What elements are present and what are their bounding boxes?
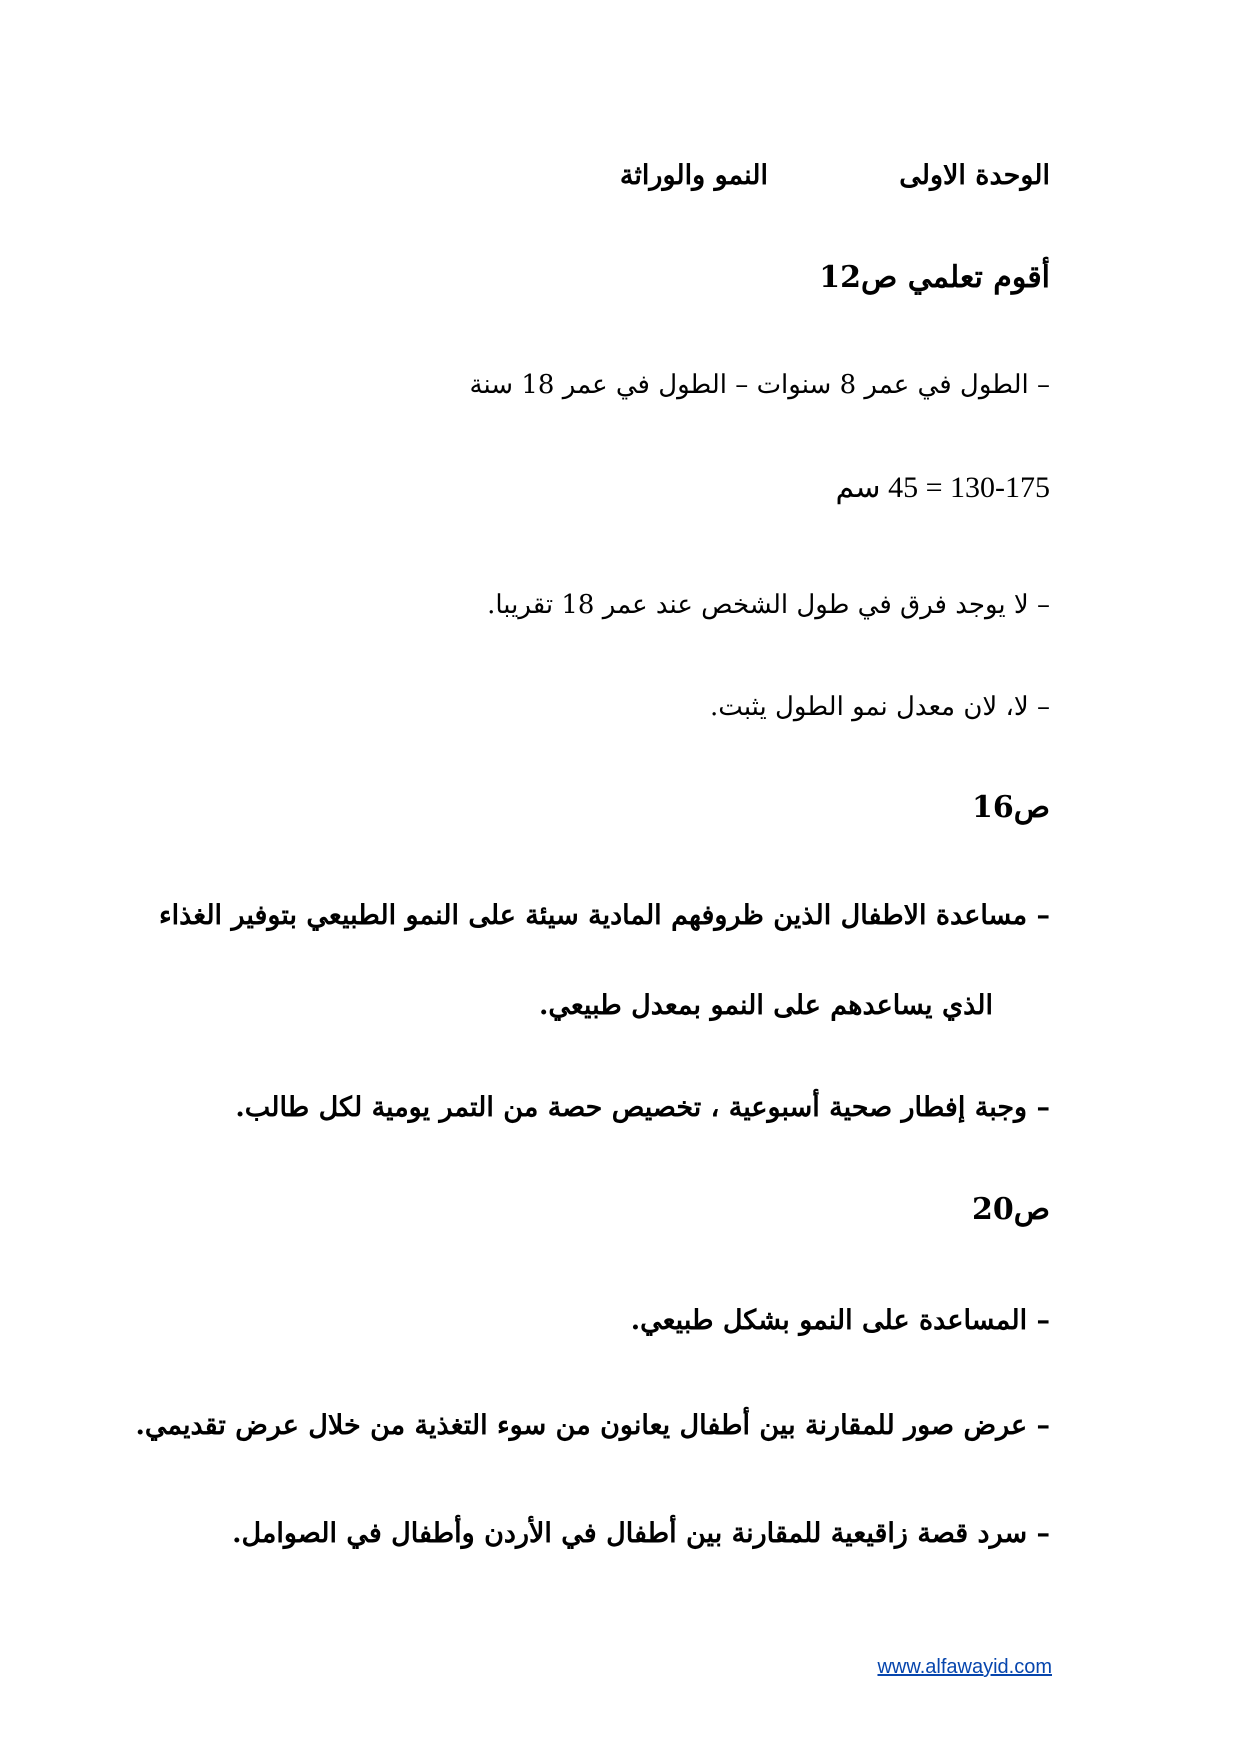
topic-heading: النمو والوراثة <box>619 160 768 191</box>
section1-line-2: 130-175 = 45 سم <box>835 471 1050 504</box>
section1-line-4: – لا، لان معدل نمو الطول يثبت. <box>710 692 1050 722</box>
section3-line-2: – عرض صور للمقارنة بين أطفال يعانون من سوء التغذية من خلال عرض تقديمي. <box>135 1410 1050 1441</box>
section3-line-3: – سرد قصة زاقيعية للمقارنة بين أطفال في الأردن وأطفال في الصوامل. <box>232 1518 1050 1549</box>
section1-line-3: – لا يوجد فرق في طول الشخص عند عمر 18 تقريبا. <box>487 590 1050 620</box>
website-link[interactable]: www.alfawayid.com <box>877 1656 1052 1678</box>
unit-heading: الوحدة الاولى <box>899 160 1050 191</box>
section1-title: أقوم تعلمي ص12 <box>819 260 1050 295</box>
section2-line-1: – مساعدة الاطفال الذين ظروفهم المادية سيئة على النمو الطبيعي بتوفير الغذاء <box>158 900 1050 931</box>
section2-line-3: – وجبة إفطار صحية أسبوعية ، تخصيص حصة من التمر يومية لكل طالب. <box>235 1092 1050 1123</box>
section1-line-1: – الطول في عمر 8 سنوات – الطول في عمر 18 سنة <box>469 370 1050 400</box>
section2-title: ص16 <box>971 790 1050 825</box>
section3-title: ص20 <box>971 1192 1050 1227</box>
section2-line-2: الذي يساعدهم على النمو بمعدل طبيعي. <box>539 990 993 1021</box>
section3-line-1: – المساعدة على النمو بشكل طبيعي. <box>630 1305 1050 1336</box>
